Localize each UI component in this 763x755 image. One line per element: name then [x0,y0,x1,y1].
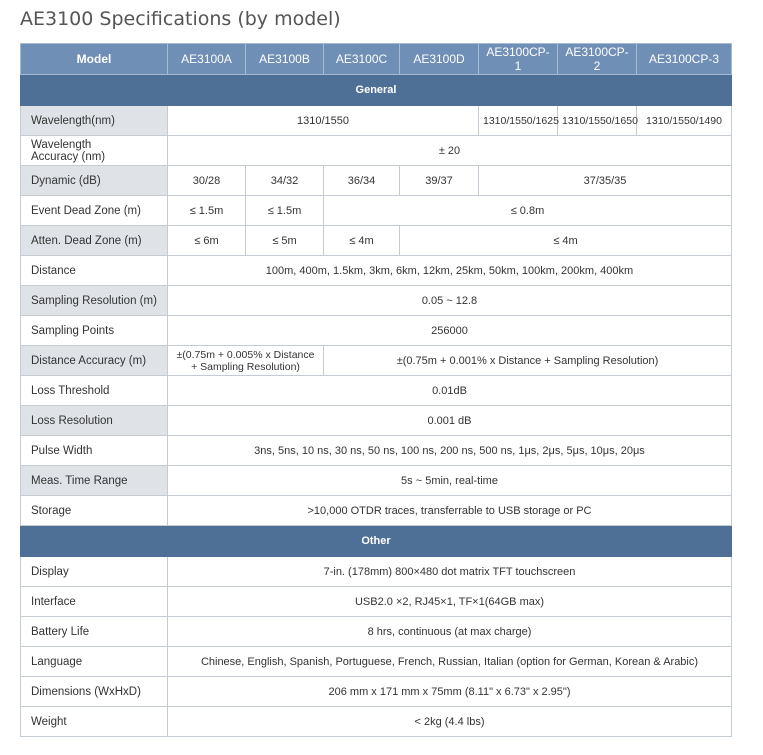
label-line: Wavelength [31,138,92,151]
cell-battery-life: 8 hrs, continuous (at max charge) [168,617,732,647]
cell-wavelength-1: 1310/1550 [168,106,479,136]
cell-interface: USB2.0 ×2, RJ45×1, TF×1(64GB max) [168,587,732,617]
header-model-cp1: AE3100CP-1 [479,44,558,75]
cell-wavelength-3: 1310/1550/1650 [558,106,637,136]
cell-distance-accuracy-1 [168,346,324,376]
table-row [21,406,732,436]
row-label-loss-resolution: Loss Resolution [21,406,168,436]
row-label-dynamic: Dynamic (dB) [21,166,168,196]
row-label-dimensions: Dimensions (WxHxD) [21,677,168,707]
row-label-event-dead-zone: Event Dead Zone (m) [21,196,168,226]
table-row [21,226,732,256]
cell-sampling-resolution: 0.05 ~ 12.8 [168,286,732,316]
row-label-distance: Distance [21,256,168,286]
cell-dynamic-1: 30/28 [168,166,246,196]
header-model-cp3: AE3100CP-3 [637,44,732,75]
section-general: General [21,75,732,106]
cell-dynamic-2: 34/32 [246,166,324,196]
table-row [21,647,732,677]
table-row [21,587,732,617]
cell-sampling-points: 256000 [168,316,732,346]
cell-atten-dead-zone-4: ≤ 4m [400,226,732,256]
table-row [21,316,732,346]
row-label-pulse-width: Pulse Width [21,436,168,466]
header-model-c: AE3100C [324,44,400,75]
cell-event-dead-zone-1: ≤ 1.5m [168,196,246,226]
cell-meas-time-range: 5s ~ 5min, real-time [168,466,732,496]
cell-wavelength-4: 1310/1550/1490 [637,106,732,136]
table-row [21,256,732,286]
cell-weight: < 2kg (4.4 lbs) [168,707,732,737]
cell-dynamic-4: 39/37 [400,166,479,196]
cell-pulse-width: 3ns, 5ns, 10 ns, 30 ns, 50 ns, 100 ns, 200 ns, 500 ns, 1μs, 2μs, 5μs, 10μs, 20μs [168,436,732,466]
cell-wavelength-2: 1310/1550/1625 [479,106,558,136]
header-model-a: AE3100A [168,44,246,75]
cell-dimensions: 206 mm x 171 mm x 75mm (8.11" x 6.73" x 2.95") [168,677,732,707]
cell-atten-dead-zone-3: ≤ 4m [324,226,400,256]
table-row [21,136,732,166]
header-model-d: AE3100D [400,44,479,75]
table-row [21,106,732,136]
cell-display: 7-in. (178mm) 800×480 dot matrix TFT touchscreen [168,557,732,587]
table-row [21,557,732,587]
header-model-b: AE3100B [246,44,324,75]
row-label-loss-threshold: Loss Threshold [21,376,168,406]
section-general-row [21,75,732,106]
cell-wavelength-accuracy: ± 20 [168,136,732,166]
row-label-wavelength-accuracy [21,136,168,166]
cell-distance-accuracy-2: ±(0.75m + 0.001% x Distance + Sampling Resolution) [324,346,732,376]
table-row [21,376,732,406]
cell-dynamic-3: 36/34 [324,166,400,196]
cell-dynamic-5: 37/35/35 [479,166,732,196]
cell-event-dead-zone-3: ≤ 0.8m [324,196,732,226]
header-model-cp2: AE3100CP-2 [558,44,637,75]
row-label-atten-dead-zone: Atten. Dead Zone (m) [21,226,168,256]
row-label-language: Language [21,647,168,677]
cell-loss-threshold: 0.01dB [168,376,732,406]
table-row [21,466,732,496]
table-row [21,496,732,526]
page-title: AE3100 Specifications (by model) [20,8,341,30]
cell-line: ±(0.75m + 0.005% x Distance [176,348,315,361]
cell-distance: 100m, 400m, 1.5km, 3km, 6km, 12km, 25km, 50km, 100km, 200km, 400km [168,256,732,286]
table-header-row [21,44,732,75]
table-row [21,196,732,226]
row-label-display: Display [21,557,168,587]
cell-atten-dead-zone-1: ≤ 6m [168,226,246,256]
table-row [21,617,732,647]
label-line: Accuracy (nm) [31,150,106,163]
cell-line: + Sampling Resolution) [191,360,300,373]
row-label-wavelength: Wavelength(nm) [21,106,168,136]
cell-atten-dead-zone-2: ≤ 5m [246,226,324,256]
table-row [21,436,732,466]
table-row [21,707,732,737]
cell-storage: >10,000 OTDR traces, transferrable to USB storage or PC [168,496,732,526]
header-model: Model [21,44,168,75]
row-label-interface: Interface [21,587,168,617]
row-label-sampling-points: Sampling Points [21,316,168,346]
section-other-row [21,526,732,557]
table-row [21,346,732,376]
row-label-meas-time-range: Meas. Time Range [21,466,168,496]
row-label-distance-accuracy: Distance Accuracy (m) [21,346,168,376]
table-row [21,166,732,196]
cell-event-dead-zone-2: ≤ 1.5m [246,196,324,226]
row-label-battery-life: Battery Life [21,617,168,647]
table-row [21,286,732,316]
row-label-sampling-resolution: Sampling Resolution (m) [21,286,168,316]
cell-language: Chinese, English, Spanish, Portuguese, French, Russian, Italian (option for German, Korean & Arabic) [168,647,732,677]
row-label-weight: Weight [21,707,168,737]
row-label-storage: Storage [21,496,168,526]
section-other: Other [21,526,732,557]
cell-loss-resolution: 0.001 dB [168,406,732,436]
specifications-table [20,43,732,737]
table-row [21,677,732,707]
